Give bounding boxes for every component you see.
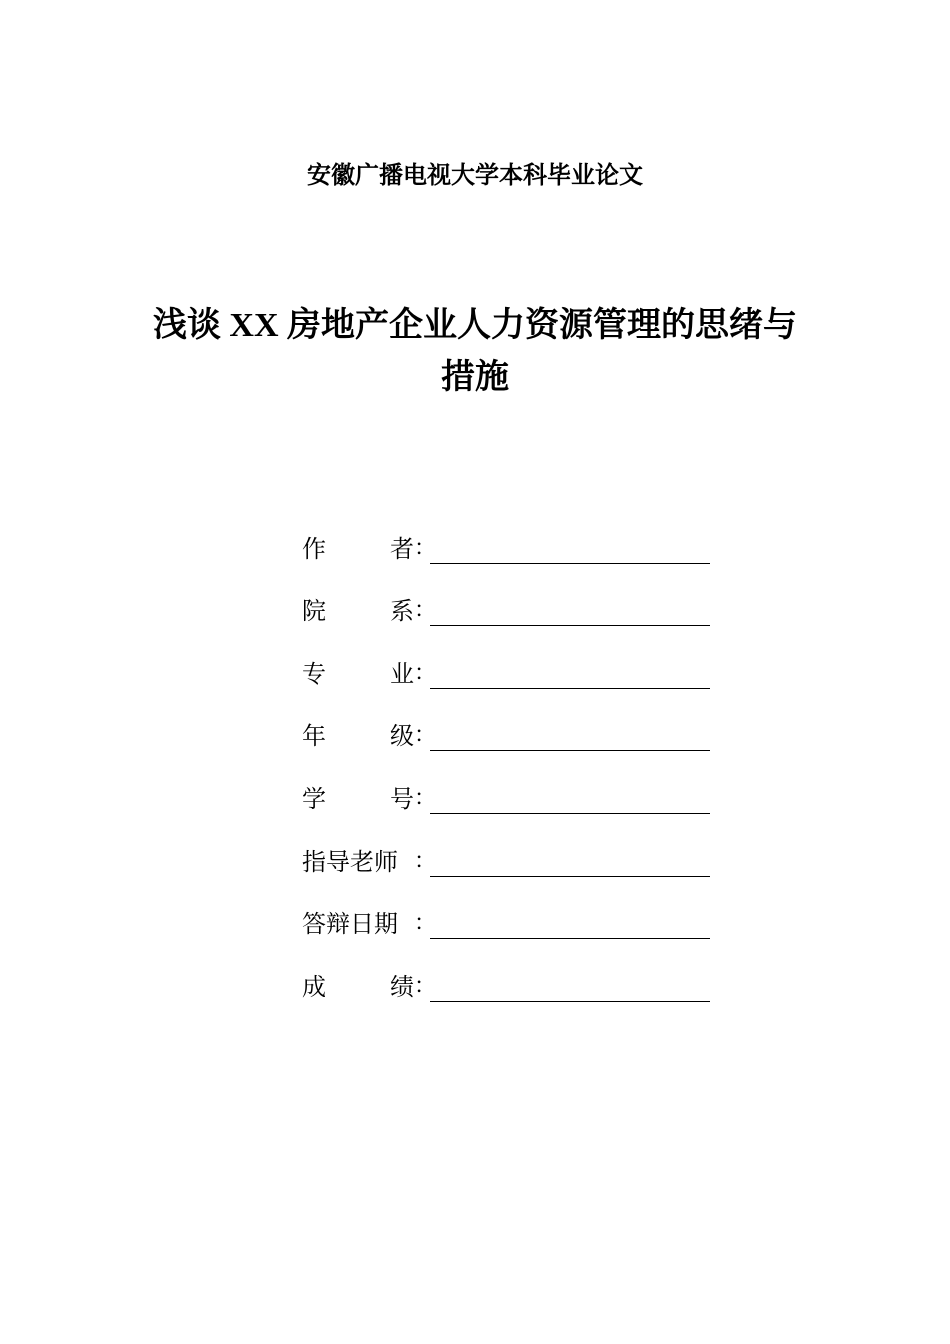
thesis-title-line-2: 措施 (441, 359, 509, 396)
field-department-label-char-1: 院 (302, 597, 326, 626)
thesis-title (135, 300, 815, 404)
field-author-colon: ： (414, 535, 437, 561)
field-major-label-char-2: 业 (390, 659, 414, 688)
field-student-id-colon: ： (414, 785, 437, 811)
thesis-title-line-1: 浅谈 XX 房地产企业人力资源管理的思绪与 (152, 307, 798, 344)
info-fields (302, 504, 722, 1005)
field-student-id-label-char-2: 号 (390, 784, 414, 813)
field-student-id-blank[interactable] (430, 785, 710, 814)
field-score-label-char-1: 成 (302, 972, 326, 1001)
field-grade-colon: ： (414, 723, 437, 749)
field-major-label-char-1: 专 (302, 659, 326, 688)
field-score-colon: ： (414, 973, 437, 999)
field-grade-label (302, 718, 414, 754)
field-defense-date-label: 答辩日期 (302, 910, 398, 939)
field-student-id-label-char-1: 学 (302, 784, 326, 813)
field-author-blank[interactable] (430, 535, 710, 564)
field-major-blank[interactable] (430, 660, 710, 689)
field-score-label (302, 969, 414, 1005)
field-defense-date-blank[interactable] (430, 910, 710, 939)
field-grade-label-char-2: 级 (390, 722, 414, 751)
field-author (302, 504, 722, 567)
field-author-label-char-1: 作 (302, 534, 326, 563)
field-grade-label-char-1: 年 (302, 722, 326, 751)
field-student-id (302, 754, 722, 817)
field-advisor (302, 817, 722, 880)
field-department-blank[interactable] (430, 597, 710, 626)
field-department-label-char-2: 系 (390, 597, 414, 626)
field-grade (302, 692, 722, 755)
field-author-label-char-2: 者 (390, 534, 414, 563)
field-score (302, 942, 722, 1005)
field-major (302, 629, 722, 692)
field-defense-date-colon: ： (414, 911, 437, 937)
university-name: 安徽广播电视大学本科毕业论文 (307, 160, 643, 189)
field-score-label-char-2: 绩 (390, 972, 414, 1001)
field-major-label (302, 656, 414, 692)
field-advisor-label: 指导老师 (302, 847, 398, 876)
field-author-label (302, 531, 414, 567)
field-score-blank[interactable] (430, 973, 710, 1002)
field-defense-date (302, 880, 722, 943)
field-major-colon: ： (414, 660, 437, 686)
field-advisor-colon: ： (414, 848, 437, 874)
field-advisor-blank[interactable] (430, 848, 710, 877)
field-student-id-label (302, 781, 414, 817)
field-grade-blank[interactable] (430, 722, 710, 751)
field-department-colon: ： (414, 598, 437, 624)
field-department-label (302, 593, 414, 629)
field-department (302, 567, 722, 630)
